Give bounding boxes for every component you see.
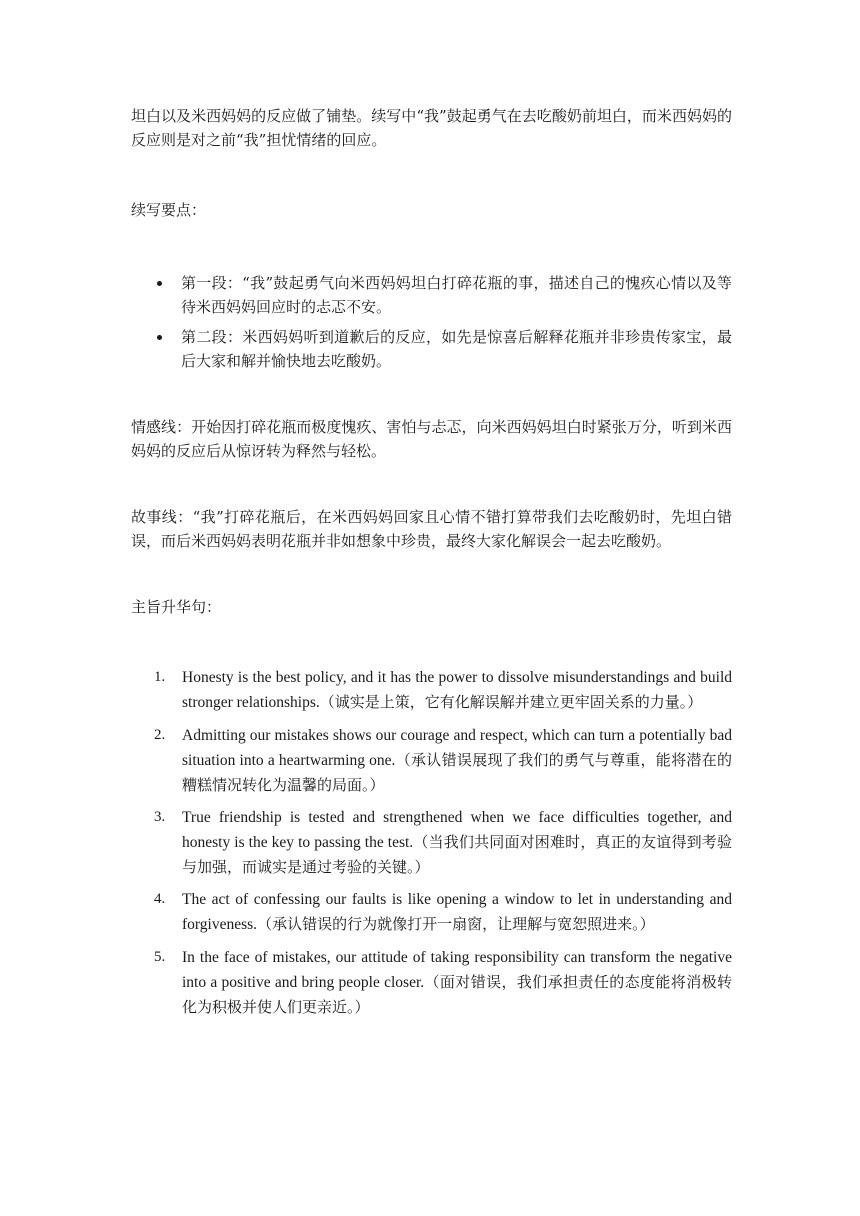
list-number: 1. [154,669,166,685]
list-item: 第一段：“我”鼓起勇气向米西妈妈坦白打碎花瓶的事，描述自己的愧疚心情以及等待米西妈妈回应时的忐忑不安。 [181,271,732,319]
sentence-english: Admitting our mistakes shows our courage and respect, which can turn a potentially bad situation into a heartwarming one. [182,727,732,769]
list-number: 5. [154,949,166,965]
sentence-english: The act of confessing our faults is like opening a window to let in understanding and forgiveness. [182,891,732,933]
sentence-chinese: （诚实是上策，它有化解误解并建立更牢固关系的力量。） [319,693,703,711]
sentence-chinese: （当我们共同面对困难时，真正的友谊得到考验与加强，而诚实是通过考验的关键。） [182,833,732,876]
list-item [154,723,732,797]
list-number: 3. [154,809,166,825]
points-list [131,271,732,373]
sentence-english: In the face of mistakes, our attitude of taking responsibility can transform the negative into a positive and bring people closer. [182,949,732,991]
emotion-line-paragraph: 情感线：开始因打碎花瓶而极度愧疚、害怕与忐忑，向米西妈妈坦白时紧张万分，听到米西妈妈的反应后从惊讶转为释然与轻松。 [131,418,732,460]
points-heading: 续写要点： [131,201,207,219]
list-number: 4. [154,891,166,907]
sentence-english: Honesty is the best policy, and it has the power to dissolve misunderstandings and build stronger relationships. [182,669,732,711]
list-item [154,805,732,879]
intro-paragraph: 坦白以及米西妈妈的反应做了铺垫。续写中“我”鼓起勇气在去吃酸奶前坦白，而米西妈妈的反应则是对之前“我”担忧情绪的回应。 [131,107,732,149]
list-item [154,665,732,715]
list-number: 2. [154,727,166,743]
list-item: 第二段：米西妈妈听到道歉后的反应，如先是惊喜后解释花瓶并非珍贵传家宝，最后大家和解并愉快地去吃酸奶。 [181,325,732,373]
sentences-list [131,665,732,1019]
sentence-chinese: （面对错误，我们承担责任的态度能将消极转化为积极并使人们更亲近。） [182,973,732,1016]
list-item [154,945,732,1019]
sentence-chinese: （承认错误展现了我们的勇气与尊重，能将潜在的糟糕情况转化为温馨的局面。） [182,751,732,794]
sentence-english: True friendship is tested and strengthened when we face difficulties together, and honesty is the key to passing the test. [182,809,732,851]
list-item [154,887,732,937]
sentences-heading: 主旨升华句： [131,598,222,616]
sentence-chinese: （承认错误的行为就像打开一扇窗，让理解与宽恕照进来。） [257,915,655,933]
story-line-paragraph: 故事线：“我”打碎花瓶后，在米西妈妈回家且心情不错打算带我们去吃酸奶时，先坦白错误，而后米西妈妈表明花瓶并非如想象中珍贵，最终大家化解误会一起去吃酸奶。 [131,508,732,550]
